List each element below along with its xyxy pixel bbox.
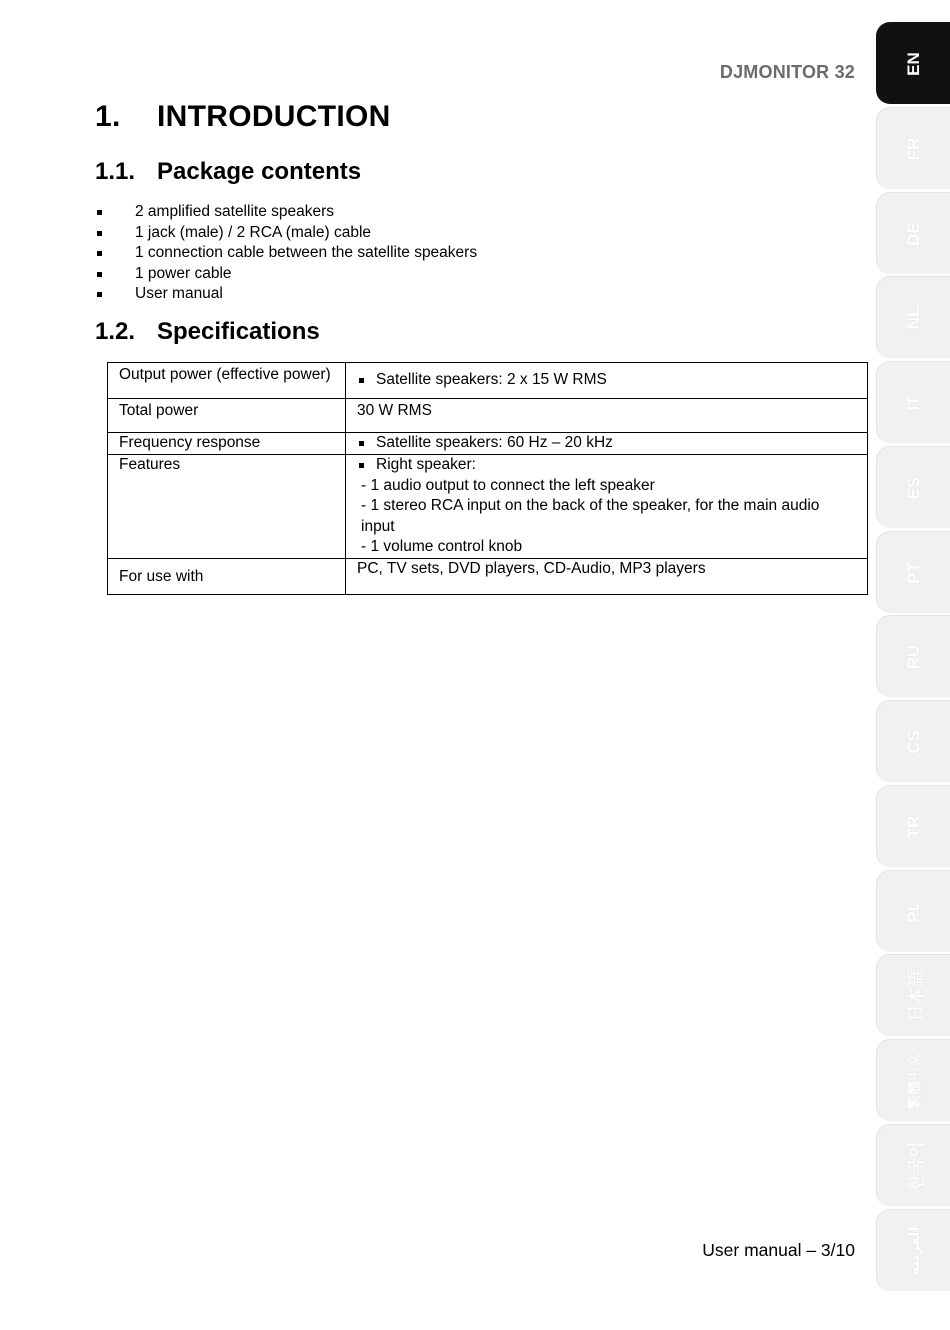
tab-de[interactable] bbox=[876, 192, 950, 274]
tab-label: FR bbox=[903, 137, 923, 160]
spec-bullet-text: Satellite speakers: 60 Hz – 20 kHz bbox=[376, 434, 613, 451]
tab-label: RU bbox=[903, 644, 923, 669]
spec-label: Features bbox=[108, 455, 346, 559]
list-item bbox=[95, 264, 477, 285]
list-item-text: 1 jack (male) / 2 RCA (male) cable bbox=[135, 223, 372, 241]
list-item bbox=[95, 243, 477, 264]
spec-value bbox=[346, 363, 868, 399]
spec-subitem: - 1 volume control knob bbox=[361, 538, 523, 556]
tab-label: DE bbox=[903, 221, 923, 246]
specs-heading bbox=[95, 318, 320, 346]
bullet-icon bbox=[97, 231, 102, 236]
tab-cs[interactable] bbox=[876, 700, 950, 782]
specs-title: Specifications bbox=[157, 318, 320, 345]
spec-bullet-text: Right speaker: bbox=[376, 456, 476, 473]
spec-label: Total power bbox=[108, 399, 346, 433]
list-item-text: User manual bbox=[135, 285, 223, 303]
bullet-icon bbox=[97, 251, 102, 256]
spec-subitem: - 1 audio output to connect the left speaker bbox=[361, 476, 655, 494]
table-row bbox=[108, 433, 868, 455]
list-item bbox=[95, 284, 477, 305]
bullet-icon bbox=[359, 463, 364, 468]
table-row bbox=[108, 399, 868, 433]
tab-en[interactable] bbox=[876, 22, 950, 104]
spec-bullet-text: Satellite speakers: 2 x 15 W RMS bbox=[376, 371, 607, 388]
specs-table bbox=[107, 362, 868, 595]
bullet-icon bbox=[97, 210, 102, 215]
section-number: 1. bbox=[95, 100, 121, 133]
tab-fr[interactable] bbox=[876, 107, 950, 189]
tab-ko[interactable] bbox=[876, 1124, 950, 1206]
list-item-text: 2 amplified satellite speakers bbox=[135, 203, 335, 220]
tab-ar[interactable] bbox=[876, 1209, 950, 1291]
table-row bbox=[108, 558, 868, 594]
spec-label: Output power (effective power) bbox=[108, 363, 346, 399]
tab-ru[interactable] bbox=[876, 615, 950, 697]
bullet-icon bbox=[97, 292, 102, 297]
spec-value bbox=[346, 455, 868, 559]
spec-subitem: - 1 stereo RCA input on the back of the speaker, for the main audio input bbox=[361, 497, 820, 535]
tab-label: العربية bbox=[905, 1225, 923, 1276]
list-item bbox=[95, 202, 477, 223]
tab-label: ES bbox=[903, 476, 923, 499]
page-footer: User manual – 3/10 bbox=[702, 1240, 855, 1260]
tab-label: IT bbox=[903, 394, 923, 411]
tab-nl[interactable] bbox=[876, 276, 950, 358]
tab-label: 한국어 bbox=[906, 1140, 925, 1191]
table-row bbox=[108, 455, 868, 559]
tab-label: TR bbox=[903, 815, 923, 838]
spec-label: Frequency response bbox=[108, 433, 346, 455]
bullet-icon bbox=[359, 441, 364, 446]
tab-label: CS bbox=[903, 729, 923, 754]
list-item-text: 1 connection cable between the satellite speakers bbox=[135, 244, 478, 262]
tab-label: PL bbox=[903, 900, 923, 923]
list-item bbox=[95, 223, 477, 244]
tab-label: 日本語 bbox=[906, 970, 925, 1021]
tab-label: EN bbox=[903, 51, 923, 76]
spec-value: 30 W RMS bbox=[346, 399, 868, 433]
tab-zh[interactable] bbox=[876, 1039, 950, 1121]
package-number: 1.1. bbox=[95, 158, 136, 185]
spec-value bbox=[346, 433, 868, 455]
tab-tr[interactable] bbox=[876, 785, 950, 867]
bullet-icon bbox=[359, 378, 364, 383]
tab-pt[interactable] bbox=[876, 531, 950, 613]
tab-label: NL bbox=[903, 306, 923, 329]
tab-ja[interactable] bbox=[876, 954, 950, 1036]
specs-number: 1.2. bbox=[95, 318, 136, 345]
package-title: Package contents bbox=[157, 158, 362, 185]
table-row bbox=[108, 363, 868, 399]
tab-es[interactable] bbox=[876, 446, 950, 528]
package-heading bbox=[95, 158, 361, 186]
bullet-icon bbox=[97, 272, 102, 277]
section-heading bbox=[95, 100, 391, 134]
tab-label: PT bbox=[903, 561, 923, 584]
tab-pl[interactable] bbox=[876, 870, 950, 952]
spec-value: PC, TV sets, DVD players, CD-Audio, MP3 players bbox=[346, 558, 868, 594]
tab-it[interactable] bbox=[876, 361, 950, 443]
package-list bbox=[95, 202, 477, 305]
section-title: INTRODUCTION bbox=[157, 100, 391, 133]
product-name: DJMONITOR 32 bbox=[719, 62, 855, 82]
spec-label: For use with bbox=[108, 558, 346, 594]
tab-label: 繁體中文 bbox=[905, 1052, 922, 1109]
list-item-text: 1 power cable bbox=[135, 264, 232, 282]
